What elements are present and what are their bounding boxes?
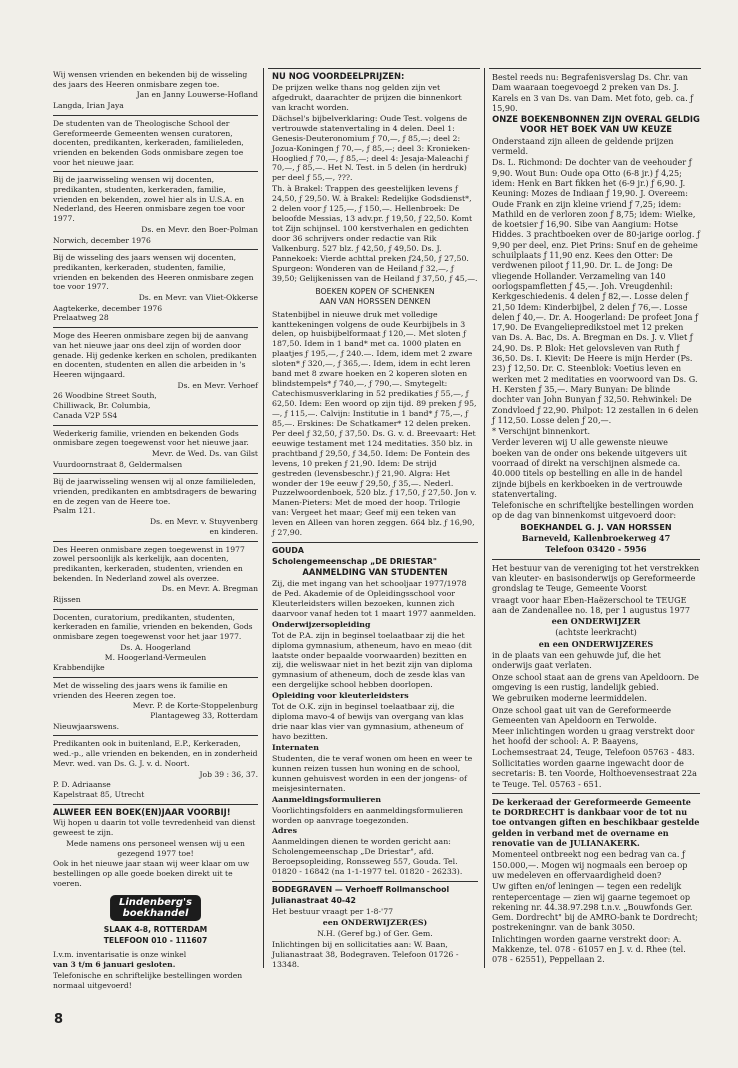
greeting-theological-school: De studenten van de Theologische School der Gereformeerde Gemeenten wensen curatoren, docenten, predikanten, kerkeraden, familieleden, vrienden en bekenden Gods onmisbare zegen toe voor het nieuwe jaar. [53,117,258,173]
greeting-bregman: Des Heeren onmisbare zegen toegewenst in 1977 zowel persoonlijk als kerkelijk, aan docenten, predikanten, kerkeraden, studenten, vrienden en bekenden. In Nederland zowel als overzee. Ds. en Mevr. A. Bregman Rijssen [53,543,258,610]
lindenberg-logo: Lindenberg's boekhandel [110,895,201,921]
column-rule-right [484,68,485,968]
top-rule-right [489,68,701,69]
right-column [492,70,700,970]
greeting-van-vliet: Bij de wisseling des jaars wensen wij docenten, predikanten, kerkeraden, studenten, familie, vrienden en bekenden des Heeren onmisbare zegen toe voor 1977. Ds. en Mevr. van Vliet-Okkerse Aagtekerke, december 1976 Prelaatweg 28 [53,251,258,328]
greeting-louwerse: Wij wensen vrienden en bekenden bij de wisseling des jaars des Heeren onmisbare zegen toe. Jan en Janny Louwerse-Hofland Langda, Irian Jaya [53,68,258,116]
page-number: 8 [54,1012,64,1027]
greeting-stuyvenberg: Bij de jaarwisseling wensen wij al onze familieleden, vrienden, predikanten en ambtsdragers de bewaring en de zegen van de Heere toe. Psalm 121. Ds. en Mevr. v. Stuyvenberg en kinderen. [53,475,258,541]
greeting-adriaanse: Predikanten ook in buitenland, E.P., Kerkeraden, wed.-p., alle vrienden en bekenden, en in zonderheid Mevr. wed. van Ds. G. J. v. d. Noort. Job 39 : 36, 37. P. D. Adriaanse Kapelstraat 85, Utrecht [53,737,258,804]
dordrecht-church-appeal: De kerkeraad der Gereformeerde Gemeente te DORDRECHT is dankbaar voor de tot nu toe ontvangen giften en beschikbaar gestelde gelden in verband met de overname en renovatie van de JULIANAKERK. Momenteel ontbreekt nog een bedrag van ca. ƒ 150.000,—. Mogen wij nogmaals een beroep op uw medeleven en offervaardigheid doen? Uw giften en/of leningen — tegen een redelijk rentepercentage — zien wij gaarne tegemoet op rekening nr. 44.38.97.298 t.n.v. „Bouwfonds Ger. Gem. Dordrecht" bij de AMRO-bank te Dordrecht; postrekeningnr. van de bank 3050. Inlichtingen worden gaarne verstrekt door: A. Makkenze, tel. 078 - 61057 en J. v. d. Rhee (tel. 078 - 62551), Peppellaan 2. [492,796,700,965]
greeting-de-korte: Met de wisseling des jaars wens ik familie en vrienden des Heeren zegen toe. Mevr. P. de Korte-Stoppelenburg Plantageweg 33, Rotterdam Nieuwjaarswens. [53,679,258,737]
middle-column [272,70,478,975]
gouda-driestar-advert: GOUDA Scholengemeenschap „DE DRIESTAR" AANMELDING VAN STUDENTEN Zij, die met ingang van het schooljaar 1977/1978 de Ped. Akademie of de Opleidingsschool voor Kleuterleidsters willen bezoeken, kunnen zich daarvoor vanaf heden tot 1 maart 1977 aanmelden. Onderwijzersopleiding Tot de P.A. zijn in beginsel toelaatbaar zij die het diploma gymnasium, atheneum, havo en meao (dit laatste onder bepaalde voorwaarden) bezitten en zij, die weliswaar niet in het bezit zijn van diploma gymnasium of atheneum, doch de zesde klas van een dergelijke school hebben doorlopen. Opleiding voor kleuterleidsters Tot de O.K. zijn in beginsel toelaatbaar zij, die diploma mavo-4 of bewijs van overgang van klas drie naar klas vier van gymnasium, atheneum of havo bezitten. Internaten Studenten, die te veraf wonen om heen en weer te kunnen reizen tussen hun woning en de school, kunnen gehuisvest worden in een der jongens- of meisjesinternaten. Aanmeldingsformulieren Voorlichtingsfolders en aanmeldingsformulieren worden op aanvrage toegezonden. Adres Aanmeldingen dienen te worden gericht aan: Scholengemeenschap „De Driestar", afd. Beroepsopleiding, Ronsseweg 557, Gouda. Tel. 01820 - 16842 (na 1-1-1977 tel. 01820 - 26233). [272,544,478,882]
greeting-den-boer: Bij de jaarwisseling wensen wij docenten, predikanten, studenten, kerkeraden, familie, vrienden en bekenden, zowel hier als in U.S.A. en Nederland, des Heeren onmisbare zegen toe voor 1977. Ds. en Mevr. den Boer-Polman Norwich, december 1976 [53,173,258,250]
teuge-school-advert: Het bestuur van de vereniging tot het verstrekken van kleuter- en basisonderwijs op Gereformeerde grondslag te Teuge, Gemeente Voorst vraagt voor haar Eben-Haëzerschool te TEUGE aan de Zandenallee no. 18, per 1 augustus 1977 een ONDERWIJZER (achtste leerkracht) en een ONDERWIJZERES in de plaats van een gehuwde juf, die het onderwijs gaat verlaten. Onze school staat aan de grens van Apeldoorn. De omgeving is een rustig, landelijk gebied. We gebruiken moderne leermiddelen. Onze school gaat uit van de Gereformeerde Gemeenten van Apeldoorn en Terwolde. Meer inlichtingen worden u graag verstrekt door het hoofd der school: A. P. Baayens, Lochemsestraat 24, Teuge, Telefoon 05763 - 483. Sollicitaties worden gaarne ingewacht door de secretaris: B. ten Voorde, Holthoevensestraat 22a te Teuge. Tel. 05763 - 651. [492,561,700,794]
column-rule-left [263,68,264,968]
greeting-verhoef: Moge des Heeren onmisbare zegen bij de aanvang van het nieuwe jaar ons deel zijn of worden door genade. Hij gedenke kerken en scholen, predikanten en docenten, studenten en allen die arbeiden in 's Heeren wijngaard. Ds. en Mevr. Verhoef 26 Woodbine Street South, Chilliwack, Br. Columbia, Canada V2P 5S4 [53,329,258,425]
boekenbonnen-advert: Bestel reeds nu: Begrafenisverslag Ds. Chr. van Dam waaraan toegevoegd 2 preken van Ds. J. Karels en 3 van Ds. van Dam. Met foto, geb. ca. ƒ 15,90. ONZE BOEKENBONNEN ZIJN OVERAL GELDIG VOOR HET BOEK VAN UW KEUZE Onderstaand zijn alleen de geldende prijzen vermeld. Ds. L. Richmond: De dochter van de veehouder ƒ 9,90. Wout Bun: Oude opa Otto (6-8 jr.) ƒ 4,25; idem: Henk en Bart fikken het (6-9 jr.) ƒ 6,90. J. Keuning: Mozes de Indiaan ƒ 19,90. J. Overeem: Oude Frank en zijn kleine vriend ƒ 7,25; idem: Mathild en de verloren zoon ƒ 8,75; idem: Wielke, de koetsier ƒ 16,90. Sibe van Aangium: Hotse Hiddes. 3 prachtboeken over de 80-jarige oorlog. ƒ 9,90 per deel, enz. Piet Prins: Snuf en de geheime schuilplaats ƒ 11,90 enz. Kees den Otter: De verdwenen piloot ƒ 11,90. Dr. L. de Jong: De vliegende Hollander. Verzameling van 140 oorlogspamfletten ƒ 45,—. Joh. Vreugdenhil: Kerkgeschiedenis. 4 delen ƒ 82,—. Losse delen ƒ 21,50 Idem: Kinderbijbel, 2 delen ƒ 76,—. Losse delen ƒ 40,—. Dr. A. Hoogerland: De profeet Jona ƒ 17,90. De Evangeliepredikstoel met 12 preken van Ds. A. Bac, Ds. A. Bregman en Ds. J. v. Vliet ƒ 24,90. Ds. P. Blok: Het gelovsleven van Ruth ƒ 36,50. Ds. I. Kievit: De Heere is mijn Herder (Ps. 23) ƒ 12,50. Dr. C. Steenblok: Voetius leven en werken met 2 meditaties en voorwoord van Ds. G. H. Kersten ƒ 35,—. Mary Bunyan: De blinde dochter van John Bunyan ƒ 32,50. Rehwinkel: De Zondvloed ƒ 22,90. Philpot: 12 zestallen in 6 delen ƒ 112,50. Losse delen ƒ 20,—. * Verschijnt binnenkort. Verder leveren wij U alle gewenste nieuwe boeken van de onder ons bekende uitgevers uit voorraad of direkt na verschijnen alsmede ca. 40.000 titels op bestelling en alle in de handel zijnde bijbels en kerkboeken in de vertrouwde statenvertaling. Telefonische en schriftelijke bestellingen worden op de dag van binnenkomst uitgevoerd door: BOEKHANDEL G. J. VAN HORSSEN Barneveld, Kallenbroekerweg 47 Telefoon 03420 - 5956 [492,70,700,560]
advert-title: NU NOG VOORDEELPRIJZEN: [272,71,405,81]
lindenberg-advert: ALWEER EEN BOEK(EN)JAAR VOORBIJ! Wij hopen u daarin tot volle tevredenheid van dienst geweest te zijn. Mede namens ons personeel wensen wij u een gezegend 1977 toe! Ook in het nieuwe jaar staan wij weer klaar om uw bestellingen op alle goede boeken direkt uit te voeren. Lindenberg's boekhandel SLAAK 4-8, ROTTERDAM TELEFOON 010 - 111607 I.v.m. inventarisatie is onze winkel van 3 t/m 6 januari gesloten. Telefonische en schriftelijke bestellingen worden normaal uitgevoerd! [53,806,258,995]
top-rule-middle [268,68,480,69]
greeting-hoogerland: Docenten, curatorium, predikanten, studenten, kerkeraden en familie, vrienden en bekenden, Gods onmisbare zegen toegewenst voor het jaar 1977. Ds. A. Hoogerland M. Hoogerland-Vermeulen Krabbendijke [53,611,258,678]
greeting-van-gilst: Wederkerig familie, vrienden en bekenden Gods onmisbare zegen toegewenst voor het nieuwe jaar. Mevr. de Wed. Ds. van Gilst Vuurdoornstraat 8, Geldermalsen [53,427,258,475]
van-horssen-advert: NU NOG VOORDEELPRIJZEN: De prijzen welke thans nog gelden zijn vet afgedrukt, daarachter de prijzen die binnenkort van kracht worden. Dächsel's bijbelverklaring: Oude Test. volgens de vertrouwde statenvertaling in 4 delen. Deel 1: Genesis-Deuteronomium ƒ 70,—, ƒ 85,—; deel 2: Jozua-Koningen ƒ 70,—, ƒ 85,—; deel 3: Kronieken-Hooglied ƒ 70,—, ƒ 85,—; deel 4: Jesaja-Maleachi ƒ 70,—, ƒ 85,—. Het N. Test. in 5 delen (in herdruk) per deel ƒ 55,—, ???. Th. à Brakel: Trappen des geestelijken levens ƒ 24,50, ƒ 29,50. W. à Brakel: Redelijke Godsdienst*, 2 delen voor ƒ 125,—, ƒ 150,—. Hellenbroek: De beloofde Messias, 13 adv.pr. ƒ 19,50, ƒ 22,50. Komt tot Zijn schijnsel. 100 kerstverhalen en gedichten door 36 schrijvers onder redactie van Rik Valkenburg. 527 blz. ƒ 42,50, ƒ 49,50. Ds. J. Pannekoek: Vierde achttal preken ƒ24,50, ƒ 27,50. Spurgeon: Wonderen van de Heiland ƒ 32,—, ƒ 39,50; Gelijkenissen van de Heiland ƒ 37,50, ƒ 45,—. BOEKEN KOPEN OF SCHENKEN AAN VAN HORSSEN DENKEN Statenbijbel in nieuwe druk met volledige kanttekeningen volgens de oude Keurbijbels in 3 delen, op huisbijbelformaat ƒ 120,—. Met sloten ƒ 187,50. Idem in 1 band* met ca. 1000 platen en plaatjes ƒ 195,—, ƒ 240.—. Idem, idem met 2 zware sloten* ƒ 320,—, ƒ 365,—. Idem, idem in echt leren band met 8 zware hoeken en 2 koperen sloten en blindstempels* ƒ 740,—, ƒ 790,—. Smytegelt: Catechismusverklaring in 52 predikaties ƒ 55,—, ƒ 62,50. Idem: Een woord op zijn tijd. 89 preken ƒ 95,—, ƒ 115,—. Calvijn: Institutie in 1 band* ƒ 75,—, ƒ 85,—. Erskines: De Schatkamer* 12 delen preken. Per deel ƒ 32,50, ƒ 37,50. Ds. G. v. d. Breevaart: Het eeuwige testament met 124 meditaties. 350 blz. in prachtband ƒ 29,50, ƒ 34,50. Idem: De Fontein des levens, 10 preken ƒ 21,90. Idem: De strijd gestreden (levensbeschr.) ƒ 21,90. Algra: Het wonder der 19e eeuw ƒ 29,50, ƒ 35,—. Nederl. Puzzelwoordenboek, 520 blz. ƒ 17,50, ƒ 27,50. Jon v. Manen-Pieters: Met de moed der hoop. Trilogie van: Vergeet het maar; Geef mij een teken van leven en Alleen van horen zeggen. 664 blz. ƒ 16,90, ƒ 27,90. [272,70,478,543]
left-column [53,68,258,996]
advert-title: ALWEER EEN BOEK(EN)JAAR VOORBIJ! [53,806,231,817]
bodegraven-advert: BODEGRAVEN — Verhoeff Rollmanschool Julianastraat 40-42 Het bestuur vraagt per 1-8-'77 een ONDERWIJZER(ES) N.H. (Geref bg.) of Ger. Gem. Inlichtingen bij en sollicitaties aan: W. Baan, Julianastraat 38, Bodegraven. Telefoon 01726 - 13348. [272,885,459,969]
